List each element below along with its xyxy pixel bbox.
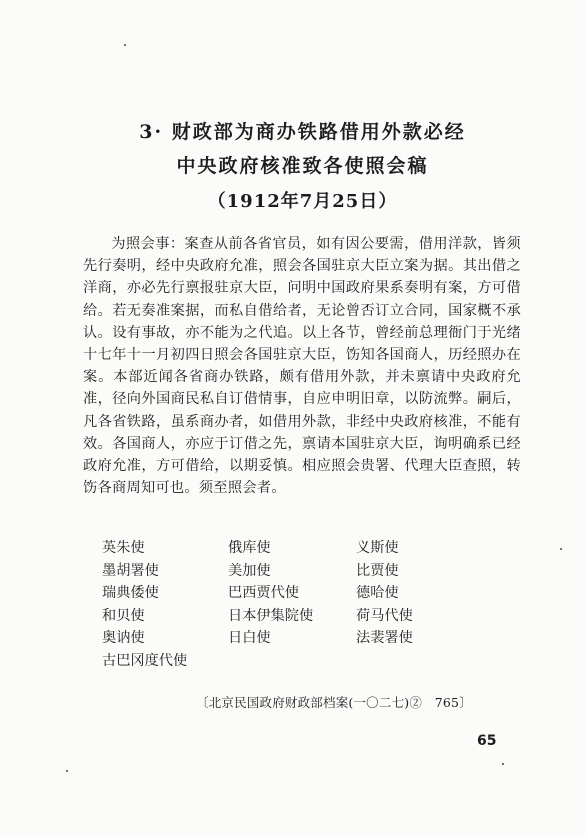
legation-row — [102, 650, 482, 673]
legation-entry: 和贝使 — [102, 607, 145, 624]
legation-entry: 义斯使 — [356, 540, 399, 556]
source-citation: 〔北京民国政府财政部档案(一〇二七)② 765〕 — [196, 695, 472, 710]
legation-entry: 日本伊集院使 — [228, 607, 314, 624]
title-line-2: 中央政府核准致各使照会稿 — [176, 155, 429, 177]
legation-entry: 法裴署使 — [356, 630, 413, 646]
legation-entry — [356, 650, 476, 673]
legation-entry: 巴西贾代使 — [228, 585, 299, 601]
scan-speck — [66, 770, 68, 772]
legation-row — [102, 605, 482, 628]
legation-entry: 德哈使 — [356, 585, 399, 601]
legation-entry: 奥讷使 — [102, 630, 145, 646]
legation-entry: 俄库使 — [228, 540, 271, 556]
legation-row — [102, 560, 482, 583]
legation-entry: 美加使 — [228, 562, 271, 579]
legation-list — [102, 537, 482, 672]
legation-entry — [228, 650, 356, 673]
legation-entry: 比贾使 — [356, 562, 399, 579]
legation-entry: 日白使 — [228, 630, 271, 646]
title-date: （1912年7月25日） — [207, 191, 398, 212]
legation-row — [102, 537, 482, 560]
legation-entry: 英朱使 — [102, 540, 145, 556]
legation-entry: 瑞典倭使 — [102, 585, 159, 601]
body-paragraph: 为照会事：案查从前各省官员，如有因公要需，借用洋款，皆须先行奏明，经中央政府允准，照会各国驻京大臣立案为据。其出借之洋商，亦必先行禀报驻京大臣，问明中国政府果系奏明有案，方可借给。若无奏准案据，而私自借给者，无论曾否订立合同，国家概不承认。设有事故，亦不能为之代追。以上各节，曾经前总理衙门于光绪十七年十一月初四日照会各国驻京大臣，饬知各国商人，历经照办在案。本部近闻各省商办铁路，颇有借用外款，并未禀请中央政府允准，径向外国商民私自订借情事，自应申明旧章，以防流弊。嗣后，凡各省铁路，虽系商办者，如借用外款，非经中央政府核准，不能有效。各国商人，亦应于订借之先，禀请本国驻京大臣，询明确系已经政府允准，方可借给，以期妥慎。相应照会贵署、代理大臣查照，转饬各商周知可也。须至照会者。 — [83, 236, 521, 497]
scan-speck — [502, 763, 504, 765]
legation-entry: 荷马代使 — [356, 607, 413, 624]
legation-row — [102, 627, 482, 650]
legation-entry: 墨胡署使 — [102, 562, 159, 579]
legation-row — [102, 582, 482, 605]
title-line-1: 3· 财政部为商办铁路借用外款必经 — [139, 121, 466, 143]
scan-speck — [124, 44, 126, 46]
legation-entry: 古巴冈度代使 — [102, 652, 188, 669]
page-number: 65 — [477, 733, 497, 749]
scan-speck — [560, 548, 562, 550]
